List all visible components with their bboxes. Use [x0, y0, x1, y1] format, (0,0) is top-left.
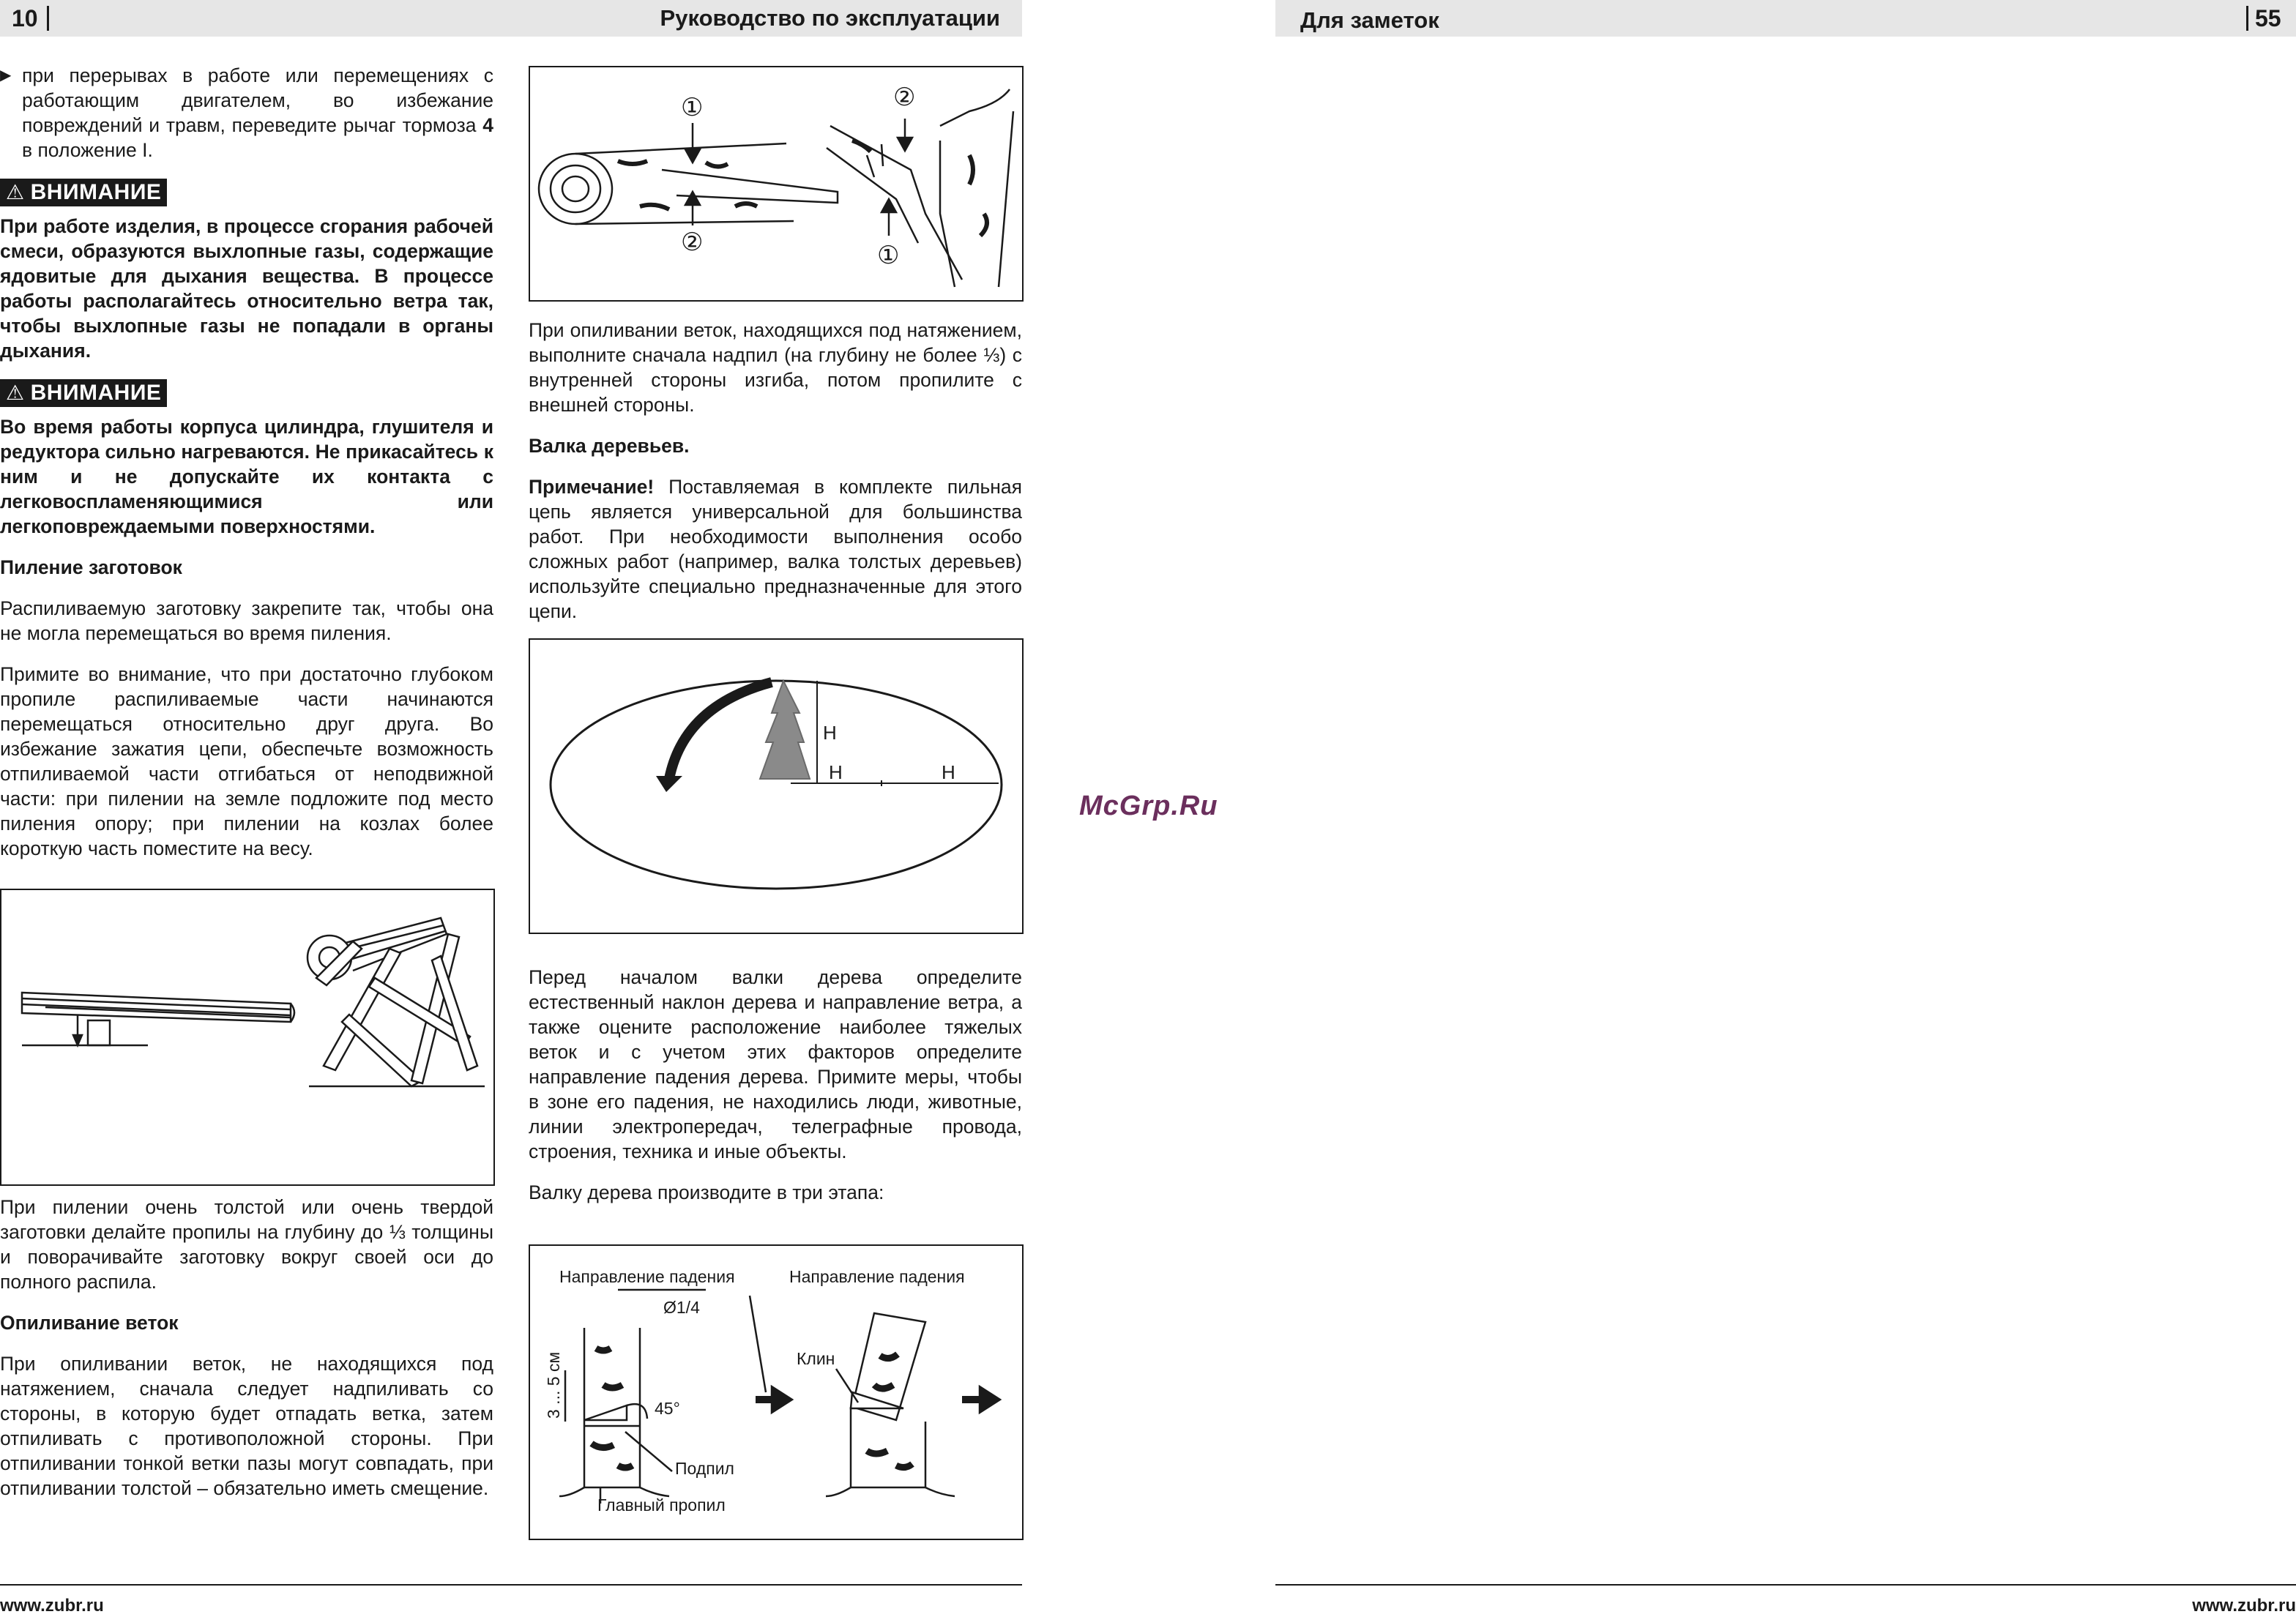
right-footer-rule: [1275, 1584, 2296, 1586]
paragraph: При пилении очень толстой или очень твердой заготовки делайте пропилы на глубину до ⅓ толщины и поворачивайте заготовку вокруг своей оси до полного распила.: [0, 1196, 493, 1293]
bullet-ref: 4: [482, 114, 493, 136]
paragraph: При опиливании веток, находящихся под натяжением, выполните сначала надпил (на глубину не более ⅓) с внутренней стороны изгиба, потом пропилите с внешней стороны.: [529, 319, 1022, 416]
fall-direction-label: Направление падения: [789, 1267, 965, 1286]
paragraph: Валку дерева производите в три этапа:: [529, 1181, 884, 1203]
bullet-item: [0, 63, 493, 179]
paragraph: Распиливаемую заготовку закрепите так, чтобы она не могла перемещаться во время пиления.: [0, 597, 493, 644]
right-column: [529, 318, 1022, 640]
figure-sawhorse: [0, 889, 495, 1186]
left-footer-rule: [0, 1584, 1022, 1586]
branch-cutting-illustration: [530, 67, 1022, 300]
paragraph: Примите во внимание, что при достаточно глубоком пропиле распиливаемые части начинаются перемещаться относительно друг друга. Во избежание зажатия цепи, обеспечьте возможность отпиливаемой части отгибаться от неподвижной части: при пилении на земле подложите под место пиления опору; при пилении на козлах более короткую часть поместите на весу.: [0, 663, 493, 859]
bullet-text-end: в положение I.: [22, 139, 153, 161]
angle-label: 45°: [655, 1399, 680, 1418]
right-header-divider: [2246, 6, 2248, 31]
warning-badge: [0, 179, 167, 206]
left-header-title: Руководство по эксплуатации: [660, 5, 1000, 31]
left-header-divider: [47, 6, 49, 31]
felling-cuts-illustration: [530, 1246, 1022, 1539]
warning-badge: [0, 379, 167, 407]
cut-depth-label: 3 ... 5 см: [544, 1351, 563, 1419]
left-footer-link[interactable]: www.zubr.ru: [0, 1596, 104, 1616]
circled-label: ①: [681, 93, 704, 122]
paragraph: При опиливании веток, не находящихся под натяжением, сначала следует надпиливать со стороны, в которую будет отпадать ветка, затем отпиливать с противоположной стороны. При отпиливании тонкой ветки пазы могут совпадать, при отпиливании толстой – обязательно иметь смещение.: [0, 1353, 493, 1499]
right-footer-link[interactable]: www.zubr.ru: [2192, 1596, 2296, 1616]
paragraph: Перед началом валки дерева определите естественный наклон дерева и направление ветра, а также оцените расположение наиболее тяжелых веток и с учетом этих факторов определите направление падения дерева. Примите меры, чтобы в зоне его падения, не находились люди, животные, линии электропередач, телеграфные провода, строения, техника и иные объекты.: [529, 966, 1022, 1162]
fall-direction-label: Направление падения: [559, 1267, 735, 1286]
height-label: H: [823, 722, 837, 744]
wedge-label: Клин: [797, 1349, 835, 1368]
section-heading: Пиление заготовок: [0, 556, 182, 578]
note-paragraph: [529, 474, 1022, 624]
figure-branch-cutting: [529, 66, 1024, 302]
right-header-title: Для заметок: [1300, 7, 1439, 33]
figure-felling-zone: [529, 638, 1024, 934]
warning-text: Во время работы корпуса цилиндра, глушителя и редуктора сильно нагреваются. Не прикасайтесь к ним и не допускайте их контакта с легковоспламеняющимися или легкоповреждаемыми поверхностями.: [0, 416, 493, 537]
circled-label: ①: [877, 241, 900, 270]
bullet-arrow-icon: ▶: [0, 67, 12, 83]
left-column-lower: [0, 1195, 493, 1517]
circled-label: ②: [681, 228, 704, 257]
right-page-number: 55: [2255, 5, 2281, 31]
warning-label: ВНИМАНИЕ: [30, 381, 162, 405]
left-page-number: 10: [12, 5, 38, 31]
sawhorse-illustration: [1, 890, 493, 1184]
distance-label: H: [942, 761, 955, 783]
note-text: Поставляемая в комплекте пильная цепь является универсальной для большинства работ. При необходимости выполнения особо сложных работ (например, валка толстых деревьев) используйте специально предназначенные для этого цепи.: [529, 476, 1022, 622]
figure-felling-cuts: [529, 1244, 1024, 1540]
distance-label: H: [829, 761, 843, 783]
watermark: McGrp.Ru: [1079, 791, 1218, 821]
circled-label: ②: [893, 83, 916, 112]
warning-text: При работе изделия, в процессе сгорания рабочей смеси, образуются выхлопные газы, содержащие ядовитые для дыхания вещества. В процессе работы располагайтесь относительно ветра так, чтобы выхлопные газы не попадали в органы дыхания.: [0, 215, 493, 362]
left-column: [0, 63, 493, 877]
main-cut-label: Главный пропил: [597, 1495, 726, 1515]
felling-zone-illustration: [530, 640, 1022, 933]
bullet-text: при перерывах в работе или перемещениях с работающим двигателем, во избежание повреждений и травм, переведите рычаг тормоза: [22, 64, 493, 136]
quarter-depth-label: Ø1/4: [663, 1298, 700, 1317]
warning-label: ВНИМАНИЕ: [30, 180, 162, 204]
undercut-label: Подпил: [675, 1459, 734, 1478]
warning-icon: ⚠: [6, 381, 25, 404]
section-heading: Опиливание веток: [0, 1312, 179, 1334]
section-heading: Валка деревьев.: [529, 435, 690, 457]
warning-icon: ⚠: [6, 181, 25, 203]
note-label: Примечание!: [529, 476, 655, 498]
right-column-lower: [529, 965, 1022, 1221]
